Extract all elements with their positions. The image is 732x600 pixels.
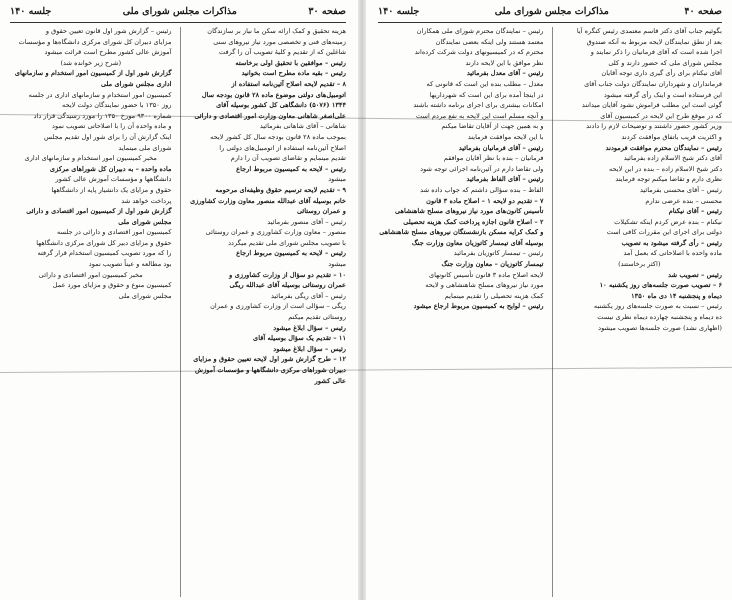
text-paragraph: که در موقع طرح این لایحه در کمیسیون آقای — [600, 111, 722, 120]
text-paragraph: ۱۰ – تقدیم دو سؤال از وزارت کشاورزی و — [229, 270, 346, 279]
text-paragraph: دانشگاهها و مؤسسات آموزش عالی کشور — [55, 175, 172, 184]
text-paragraph: رئیس – تیمسار کاتوزیان بفرمائید — [453, 249, 544, 258]
text-paragraph: کمیسیون منوع و حقوق و مزایای مورد عمل — [52, 281, 172, 290]
page-header — [378, 6, 722, 23]
text-paragraph: رئیس – آقای معدل بفرمائید — [466, 69, 544, 78]
text-paragraph: اجرا شده است که آقای فرمانیان را ذکر نمایند و — [590, 48, 722, 57]
text-paragraph: آقای دکتر شیخ الاسلام زاده بفرمائید — [623, 154, 722, 163]
text-paragraph: تأسیس کانون‌های مورد نیاز نیروهای مسلح شاهنشاهی — [394, 207, 544, 216]
text-paragraph: مورد نیاز نیروهای مسلح شاهنشاهی و لایحه — [425, 281, 544, 290]
text-paragraph: رئیس – لوایح به کمیسیون مربوط ارجاع میشود — [413, 302, 544, 311]
binding-gutter — [358, 0, 366, 600]
gazette-title: مذاکرات مجلس شورای ملی — [494, 6, 609, 17]
text-paragraph: رئیس – آقای الفاظ بفرمائید — [466, 175, 544, 184]
text-paragraph: رئیس – سؤال ابلاغ میشود — [273, 323, 346, 332]
text-paragraph: اتومبیل‌های دولتی موضوع ماده ۲۸ قانون بودجه سال — [201, 90, 346, 99]
text-paragraph: رئیس – لایحه به کمیسیون مربوط ارجاع — [236, 249, 346, 258]
text-paragraph: امکانات بیشتری برای اجرای برنامه داشته باشند — [413, 101, 544, 110]
text-paragraph: مجلس شورای ملی — [118, 217, 172, 226]
text-paragraph: محترم که در کمیسیونهای دولت شرکت کرده‌اند — [414, 48, 544, 57]
text-paragraph: و کمک کرایه مسکن بازنشستگان نیروهای مسلح شاهنشاهی — [379, 228, 544, 237]
session-label: جلسه ۱۴۰ — [10, 6, 52, 17]
text-paragraph: الفاظ – بنده سؤالی داشتم که جواب داده شد — [420, 185, 544, 194]
text-paragraph: کمیسیون امور اقتصادی و دارائی در جلسه — [57, 228, 172, 237]
text-paragraph: رئیس – رأی گرفته میشود به تصویب — [621, 238, 722, 247]
text-paragraph: وزیر کشور حضور داشتند و توضیحات لازم را دادند — [586, 122, 722, 131]
text-paragraph: نیکنام – بنده عرض کردم اینکه تشکیلات — [614, 217, 722, 226]
text-paragraph: دیماه و پنجشنبه ۱۴ دی ماه ۱۳۵۰ — [631, 291, 722, 300]
text-paragraph: مجلس شورای ملی — [118, 291, 172, 300]
text-paragraph: رئیس – تصویب شد — [668, 270, 722, 279]
text-paragraph: بموجب ماده ۲۸ قانون بودجه سال کل کشور لایحه — [210, 132, 346, 141]
text-paragraph: را که مورد تصویب کمیسیون استخدام قرار گرفته — [37, 249, 172, 258]
text-paragraph: ۱۲ – طرح گزارش شور اول لایحه تعیین حقوق و مزایای — [193, 355, 346, 364]
text-paragraph: رئیس – موافقین با تحقیق اولی برخاسته — [235, 58, 346, 67]
text-paragraph: رئیس – بقیه ماده مطرح است بخوانید — [241, 69, 346, 78]
text-paragraph: با این لایحه موافقت فرمایند — [467, 132, 544, 141]
text-paragraph: آقای نیکنام برای رأی گیری داری توجه آقایان — [601, 69, 722, 78]
columns — [378, 27, 722, 597]
text-paragraph: اداری مجلس شورای ملی — [100, 79, 172, 88]
text-paragraph: ۷ – تقدیم دو لایحه ۱ – اصلاح ماده ۳ قانون — [426, 196, 544, 205]
text-paragraph: مجلس شورای ملی که حضور دارند و کلی — [608, 58, 722, 67]
text-paragraph: بود مطالعه و عیناً تصویب نمود — [88, 260, 172, 269]
text-paragraph: اینک گزارش آن را برای شور اول تقدیم مجلس — [44, 132, 172, 141]
text-paragraph: با تصویب مجلس شورای ملی تقدیم میگردد — [228, 238, 346, 247]
text-paragraph: ۱۳۴۴ (۵۰۷۶) دانشگاهی کل کشور بوسیله آقای — [216, 101, 346, 110]
text-paragraph: (اظهاری نشد) صورت جلسه‌ها تصویب میشود — [598, 323, 722, 332]
text-paragraph: تیمسار کاتوزیان – معاون وزارت جنگ — [441, 260, 544, 269]
text-paragraph: لایحه اصلاح ماده ۳ قانون تأسیس کانونهای — [428, 270, 544, 279]
text-paragraph: عالی کشور — [314, 376, 346, 385]
text-paragraph: رئیس – نمایندگان محترم شورای ملی همکاران — [416, 27, 544, 35]
text-paragraph: (شرح زیر خوانده شد) — [60, 58, 122, 67]
text-paragraph: در اینجا آمده برای این است که شهرداریها — [429, 90, 544, 99]
text-paragraph: رئیس – نسبت به صورت جلسه‌های روز یکشنبه — [593, 302, 722, 311]
text-paragraph: دبیران شوراهای مرکزی دانشگاهها و مؤسسات آموزش — [195, 366, 346, 374]
text-paragraph: و به همین جهت از آقایان تقاضا میکنم — [441, 122, 544, 131]
text-paragraph: (اکثر برخاستند) — [618, 260, 661, 269]
text-paragraph: نظری دارم و تقاضا میکنم توجه فرمایند — [615, 175, 722, 184]
text-paragraph: معتمد هستند ولی اینکه بعضی نمایندگان — [435, 37, 544, 46]
text-paragraph: کمک هزینه تحصیلی را تقدیم مینمایم — [444, 291, 544, 300]
text-paragraph: محسنی – بنده عرضی ندارم — [645, 196, 722, 205]
text-paragraph: بگوئیم جناب آقای دکتر قاسم معتمدی رئیس کنگره آیا — [576, 27, 722, 35]
text-paragraph: رئیس – سؤال ابلاغ میشود — [273, 344, 346, 353]
text-paragraph: ریگی – سؤالی است از وزارت کشاورزی و عمران — [210, 302, 346, 311]
text-paragraph: رئیس – آقای فرمانیان بفرمائید — [458, 143, 544, 152]
text-column-right — [180, 27, 347, 597]
text-paragraph: و اکثریت قریب باتفاق موافقت کردند — [621, 132, 722, 141]
text-paragraph: ۶ – تصویب صورت جلسه‌های روز یکشنبه ۱۰ — [599, 281, 722, 290]
text-paragraph: معدل – مطلب بنده این است که قانونی که — [426, 79, 544, 88]
text-paragraph: ۹ – تقدیم لایحه ترسیم حقوق وظیفه‌ای مرحومه — [215, 185, 346, 194]
text-paragraph: دولتی برای اجرای این مقررات کافی است — [606, 228, 722, 237]
text-paragraph: حقوق و مزایای دبیر کل شورای مرکزی دانشگاهها — [36, 238, 172, 247]
text-paragraph: رئیس – گزارش شور اول قانون تعیین حقوق و — [45, 27, 172, 35]
text-paragraph: میشود — [328, 260, 346, 269]
text-paragraph: زمینه‌های فنی و تخصصی مورد نیاز نیروهای سنی — [213, 37, 346, 46]
page-number: صفحه ۳۰ — [308, 6, 346, 17]
text-paragraph: و آنچه مسلم است این لایحه به نفع مردم است — [416, 111, 544, 120]
text-paragraph: گوئی است این مطلب فراموش نشود آقایان میدانند — [581, 101, 722, 110]
text-column-left — [378, 27, 544, 597]
left-page — [0, 0, 356, 600]
text-paragraph: ۸ – تقدیم لایحه اصلاح آئین‌نامه استفاده از — [231, 79, 346, 88]
text-paragraph: مزایای دبیران کل شورای مرکزی دانشگاه‌ها و مؤسسات — [18, 37, 172, 46]
text-paragraph: رئیس – آقای محسنی بفرمائید — [639, 185, 722, 194]
text-paragraph: مخبر کمیسیون امور استخدام و سازمانهای اداری — [24, 154, 157, 163]
text-paragraph: شاهانی – آقای شاهانی بفرمائید — [259, 122, 346, 131]
session-label: جلسه ۱۴۰ — [378, 6, 420, 17]
text-paragraph: منصور – معاون وزارت کشاورزی و عمران روستائی — [205, 228, 346, 237]
text-paragraph: بوسیله آقای تیمسار کاتوزیان معاون وزارت جنگ — [411, 238, 544, 247]
text-paragraph: عمران روستائی بوسیله آقای عبدالله ریگی — [229, 281, 346, 290]
text-paragraph: علی‌اصغر شاهانی معاون وزارت امور اقتصادی و دارائی — [194, 111, 346, 120]
text-paragraph: فرمانداران و شهرداران نمایندگان دولت جناب آقای — [584, 79, 722, 88]
page-header — [10, 6, 346, 23]
text-paragraph: ۱۱ – تقدیم یک سؤال بوسیله آقای — [253, 334, 346, 343]
text-paragraph: رئیس – آقای نیکنام — [668, 207, 722, 216]
text-paragraph: ولی تقاضا دارم در آئین‌نامه اجرائی توجه شود — [420, 164, 544, 173]
text-paragraph: و ماده واحده آن را با اصلاحاتی تصویب نمود — [52, 122, 172, 131]
text-paragraph: ماده واحده با اصلاحاتی که بعمل آمد — [623, 249, 722, 258]
text-paragraph: گزارش شور اول از کمیسیون امور اقتصادی و دارائی — [26, 207, 172, 216]
text-paragraph: میشود — [328, 175, 346, 184]
text-paragraph: نظر موافق با این لایحه دارند — [465, 58, 544, 67]
text-paragraph: شماره ۹۳۰۰ مورخ ۱۳۵۰ را مورد رسیدگی قرار داد — [33, 111, 172, 120]
text-paragraph: روز ۱۳۵۰ با حضور نمایندگان دولت لایحه — [62, 101, 172, 110]
text-paragraph: مخبر کمیسیون امور اقتصادی و دارائی — [38, 270, 143, 279]
text-paragraph: اصلاح آئین‌نامه استفاده از اتومبیل‌های دولتی را — [219, 143, 346, 152]
text-column-right — [552, 27, 723, 597]
text-paragraph: پرداخت خواهد شد — [121, 196, 172, 205]
text-paragraph: شاغلین که از تقدیم و کلیهٔ تصویب آن را گرفت — [219, 48, 346, 57]
text-paragraph: رئیس – آقای ریگی بفرمائید — [270, 291, 346, 300]
text-paragraph: ۲ – اصلاح قانون اجازه پرداخت کمک هزینه تحصیلی — [403, 217, 544, 226]
text-paragraph: این فرستاده است و اینک رأی گرفته میشود — [603, 90, 722, 99]
text-paragraph: ده دیماه و پنجشنبه چهارده دیماه نظری نیست — [597, 313, 722, 322]
text-paragraph: فرمانیان – بنده با نظر آقایان موافقم — [443, 154, 544, 163]
gazette-title: مذاکرات مجلس شورای ملی — [122, 6, 237, 17]
text-paragraph: رئیس – آقای منصور بفرمائید — [267, 217, 346, 226]
columns — [10, 27, 346, 597]
text-paragraph: شورای ملی مینماید — [118, 143, 172, 152]
right-page — [368, 0, 732, 600]
text-column-left — [10, 27, 172, 597]
text-paragraph: بعد از نطق نمایندگان لایحه مربوط به آنکه صندوق — [586, 37, 722, 46]
text-paragraph: حقوق و مزایای یک دانشیار پایه از دانشگاهها — [51, 185, 172, 194]
text-paragraph: آموزش عالی کشور مطرح است قرائت میشود — [44, 48, 172, 57]
text-paragraph: خانم بوسیله آقای عبدالله منصور معاون وزارت کشاورزی — [190, 196, 346, 205]
text-paragraph: تقدیم مینمایم و تقاضای تصویب آن را دارم — [230, 154, 346, 163]
text-paragraph: رئیس – نمایندگان محترم موافقت فرمودند — [605, 143, 722, 152]
text-paragraph: دکتر شیخ الاسلام زاده – بنده در این لایحه — [608, 164, 722, 173]
text-paragraph: هزینه تحقیق و کمک ارائه سکن ما نیاز بر سازندگان — [207, 27, 346, 35]
text-paragraph: گزارش شور اول از کمیسیون امور استخدام و سازمانهای — [14, 69, 172, 78]
text-paragraph: و عمران روستائی — [296, 207, 346, 216]
text-paragraph: روستائی تقدیم میکنم — [288, 313, 346, 322]
text-paragraph: رئیس – لایحه به کمیسیون مربوط ارجاع — [236, 164, 346, 173]
text-paragraph: ماده واحده – به دبیران کل شوراهای مرکزی — [49, 164, 172, 173]
text-paragraph: کمیسیون امور استخدام و سازمانهای اداری در جلسه — [28, 90, 172, 99]
page-number: صفحه ۴۰ — [684, 6, 722, 17]
